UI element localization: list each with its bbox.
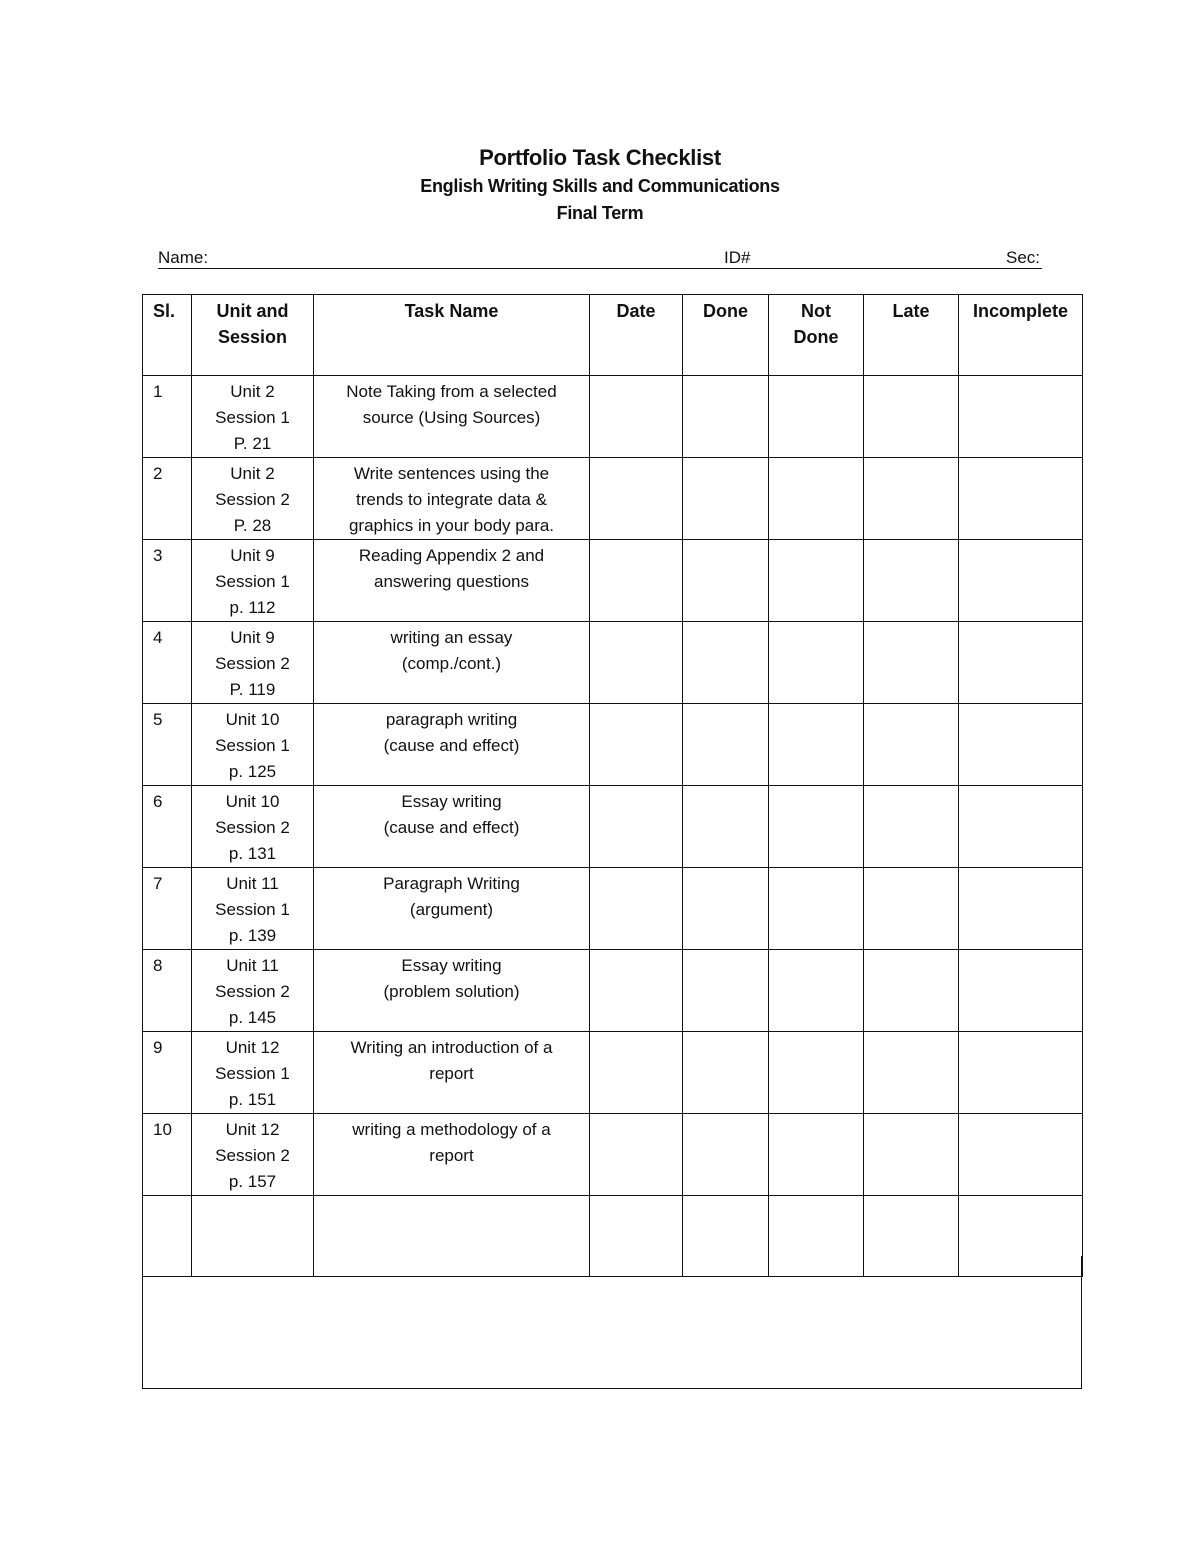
cell-sl: 6 — [143, 786, 192, 868]
table-row — [143, 1032, 1083, 1114]
cell-done[interactable] — [683, 622, 769, 704]
cell-date[interactable] — [590, 622, 683, 704]
table-row — [143, 868, 1083, 950]
cell-sl: 1 — [143, 376, 192, 458]
cell-not-done[interactable] — [769, 1114, 864, 1196]
cell-done[interactable] — [683, 1114, 769, 1196]
cell-task-name: Essay writing (problem solution) — [314, 950, 590, 1032]
cell-task-name: Paragraph Writing (argument) — [314, 868, 590, 950]
table-row — [143, 458, 1083, 540]
cell-done[interactable] — [683, 1032, 769, 1114]
cell-sl: 3 — [143, 540, 192, 622]
cell-incomplete[interactable] — [959, 1032, 1083, 1114]
cell-not-done[interactable] — [769, 786, 864, 868]
cell-incomplete[interactable] — [959, 376, 1083, 458]
cell-late[interactable] — [864, 950, 959, 1032]
cell-late[interactable] — [864, 868, 959, 950]
cell-not-done[interactable] — [769, 868, 864, 950]
table-header-row — [143, 295, 1083, 376]
cell-unit-session: Unit 9 Session 1 p. 112 — [192, 540, 314, 622]
cell-late[interactable] — [864, 376, 959, 458]
cell-not-done[interactable] — [769, 950, 864, 1032]
column-header-date: Date — [590, 295, 683, 376]
cell-unit-session: Unit 11 Session 2 p. 145 — [192, 950, 314, 1032]
cell-unit-session: Unit 11 Session 1 p. 139 — [192, 868, 314, 950]
column-header-incomplete: Incomplete — [959, 295, 1083, 376]
cell-late[interactable] — [864, 458, 959, 540]
cell-not-done[interactable] — [769, 704, 864, 786]
cell-date[interactable] — [590, 1032, 683, 1114]
cell-late[interactable] — [864, 1114, 959, 1196]
cell-unit-session: Unit 2 Session 2 P. 28 — [192, 458, 314, 540]
cell-task-name: paragraph writing (cause and effect) — [314, 704, 590, 786]
cell-task-name: Note Taking from a selected source (Using Sources) — [314, 376, 590, 458]
cell-sl: 9 — [143, 1032, 192, 1114]
column-header-not-done: Not Done — [769, 295, 864, 376]
cell-not-done[interactable] — [769, 458, 864, 540]
table-row — [143, 540, 1083, 622]
column-header-task-name: Task Name — [314, 295, 590, 376]
task-checklist-table — [142, 294, 1083, 1277]
cell-date[interactable] — [590, 376, 683, 458]
table-row — [143, 786, 1083, 868]
cell-task-name: writing a methodology of a report — [314, 1114, 590, 1196]
cell-task-name: Essay writing (cause and effect) — [314, 786, 590, 868]
page-title: Portfolio Task Checklist — [479, 145, 721, 170]
cell-incomplete[interactable] — [959, 950, 1083, 1032]
cell-date[interactable] — [590, 704, 683, 786]
id-label: ID# — [724, 248, 751, 267]
cell-unit-session: Unit 10 Session 2 p. 131 — [192, 786, 314, 868]
term-label: Final Term — [556, 203, 644, 223]
cell-late[interactable] — [864, 1032, 959, 1114]
cell-incomplete[interactable] — [959, 622, 1083, 704]
cell-done[interactable] — [683, 786, 769, 868]
student-info-line[interactable] — [158, 248, 1042, 269]
cell-late[interactable] — [864, 704, 959, 786]
cell-sl: 7 — [143, 868, 192, 950]
cell-late[interactable] — [864, 622, 959, 704]
cell-date[interactable] — [590, 1114, 683, 1196]
cell-sl: 4 — [143, 622, 192, 704]
cell-unit-session: Unit 2 Session 1 P. 21 — [192, 376, 314, 458]
cell-task-name: writing an essay (comp./cont.) — [314, 622, 590, 704]
cell-not-done[interactable] — [769, 376, 864, 458]
cell-incomplete[interactable] — [959, 704, 1083, 786]
column-header-late: Late — [864, 295, 959, 376]
cell-task-name: Write sentences using the trends to integrate data & graphics in your body para. — [314, 458, 590, 540]
cell-sl: 8 — [143, 950, 192, 1032]
column-header-unit-session: Unit and Session — [192, 295, 314, 376]
sec-label: Sec: — [1006, 248, 1041, 267]
table-row — [143, 704, 1083, 786]
cell-incomplete[interactable] — [959, 1114, 1083, 1196]
cell-incomplete[interactable] — [959, 458, 1083, 540]
cell-late[interactable] — [864, 540, 959, 622]
cell-sl: 5 — [143, 704, 192, 786]
cell-done[interactable] — [683, 540, 769, 622]
cell-done[interactable] — [683, 458, 769, 540]
cell-date[interactable] — [590, 458, 683, 540]
cell-task-name: Reading Appendix 2 and answering questions — [314, 540, 590, 622]
column-header-done: Done — [683, 295, 769, 376]
table-row — [143, 950, 1083, 1032]
cell-unit-session: Unit 12 Session 2 p. 157 — [192, 1114, 314, 1196]
cell-incomplete[interactable] — [959, 868, 1083, 950]
cell-not-done[interactable] — [769, 622, 864, 704]
cell-late[interactable] — [864, 786, 959, 868]
cell-date[interactable] — [590, 540, 683, 622]
cell-done[interactable] — [683, 868, 769, 950]
cell-incomplete[interactable] — [959, 540, 1083, 622]
table-row — [143, 376, 1083, 458]
cell-sl: 2 — [143, 458, 192, 540]
cell-done[interactable] — [683, 704, 769, 786]
table-row — [143, 622, 1083, 704]
cell-unit-session: Unit 10 Session 1 p. 125 — [192, 704, 314, 786]
column-header-sl: Sl. — [143, 295, 192, 376]
cell-done[interactable] — [683, 950, 769, 1032]
cell-incomplete[interactable] — [959, 786, 1083, 868]
course-name: English Writing Skills and Communications — [420, 176, 780, 196]
name-label: Name: — [158, 248, 209, 267]
cell-unit-session: Unit 12 Session 1 p. 151 — [192, 1032, 314, 1114]
cell-task-name: Writing an introduction of a report — [314, 1032, 590, 1114]
notes-box[interactable] — [142, 1256, 1082, 1389]
page-header — [0, 143, 1200, 227]
cell-not-done[interactable] — [769, 540, 864, 622]
table-body — [143, 376, 1083, 1277]
cell-unit-session: Unit 9 Session 2 P. 119 — [192, 622, 314, 704]
cell-done[interactable] — [683, 376, 769, 458]
cell-date[interactable] — [590, 868, 683, 950]
table-row — [143, 1114, 1083, 1196]
cell-date[interactable] — [590, 786, 683, 868]
cell-not-done[interactable] — [769, 1032, 864, 1114]
cell-sl: 10 — [143, 1114, 192, 1196]
cell-date[interactable] — [590, 950, 683, 1032]
